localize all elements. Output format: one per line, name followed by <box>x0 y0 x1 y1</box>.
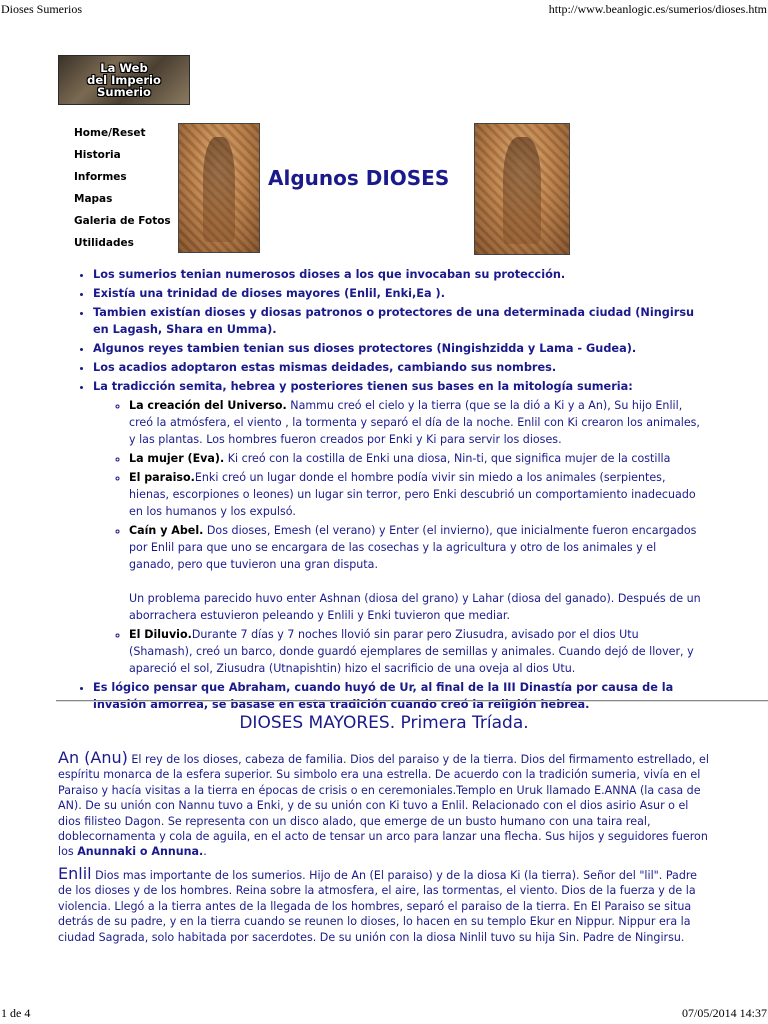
deity-name: Enlil <box>58 864 92 883</box>
list-item-text: La tradicción semita, hebrea y posteriores tienen sus bases en la mitología sumeria: <box>93 380 633 393</box>
deity-text: Dios mas importante de los sumerios. Hijo de An (El paraiso) y de la diosa Ki (la tierra). Señor del "lil". Padre de los dioses y de los hombres. Reina sobre la atmosfera, el aire, las tormentas, el viento. Dios de la fuerza y de la violencia. Llegó a la tierra antes de la llegada de los hombres, separó el paraiso de la tierra. En El Paraiso se situa detrás de su padre, y en la tierra cuando se reunen lo dioses, lo hacen en su templo Ekur en Nippur. Nippur era la ciudad Sagrada, solo habitada por sacerdotes. De su unión con la diosa Ninlil tuvo su hija Sin. Padre de Ningirsu. <box>58 869 698 944</box>
logo-line-2: del Imperio <box>87 73 161 87</box>
tradition-text-2: Un problema parecido huvo enter Ashnan (diosa del grano) y Lahar (diosa del ganado). Después de un aborrachera estuvieron peleando y Enlili y Enki tuvieron que mediar. <box>129 592 701 622</box>
nav-link-utilidades[interactable]: Utilidades <box>74 237 134 249</box>
site-logo[interactable] <box>58 55 190 105</box>
list-item: • Algunos reyes tambien tenian sus dioses protectores (Ningishzidda y Lama - Gudea). <box>93 340 703 357</box>
tradition-item-mujer <box>129 450 703 467</box>
relief-image-left <box>178 123 260 253</box>
tradition-text: Durante 7 días y 7 noches llovió sin parar pero Ziusudra, avisado por el dios Utu (Shamash), creó un barco, donde guardó ejemplares de semillas y animales. Cuando dejó de llover, y apareció el sol, Ziusudra (Utnapishtin) hizo el sacrificio de una oveja al dios Utu. <box>129 628 694 675</box>
list-item: • Tambien existían dioses y diosas patronos o protectores de una determinada ciudad (Ningirsu en Lagash, Shara en Umma). <box>93 304 703 338</box>
relief-image-right <box>474 123 570 255</box>
tradition-text: Dos dioses, Emesh (el verano) y Enter (el invierno), que inicialmente fueron encargados por Enlil para que uno se encargara de las cosechas y la agricultura y otro de los animales y el ganado, pero que tuvieron una gran disputa. <box>129 524 697 571</box>
section-divider <box>56 700 768 702</box>
list-item: • Existía una trinidad de dioses mayores (Enlil, Enki,Ea ). <box>93 285 703 302</box>
deity-text-end: . <box>203 845 207 859</box>
print-url: http://www.beanlogic.es/sumerios/dioses.htm <box>548 2 767 16</box>
nav-link-home[interactable]: Home/Reset <box>74 127 146 139</box>
deity-text: El rey de los dioses, cabeza de familia. Dios del paraiso y de la tierra. Dios del firmamento estrellado, el espíritu monarca de la esfera superior. Su simbolo era una estrella. De acuerdo con la tradición sumeria, vivía en el Paraiso y hacía visitas a la tierra en épocas de crisis o en ceremoniales.Templo en Uruk llamado E.ANNA (la casa de AN). De su unión con Nannu tuvo a Enki, y de su unión con Ki tuvo a Enlil. Relacionado con el dios asirio Asur o el dios filisteo Dagon. Se representa con un disco alado, que emerge de un busto humano con una taira real, doblecornamenta y cola de aguila, en el acto de tensar un arco para lanzar una flecha. Sus hijos y seguidores fueron los <box>58 753 709 859</box>
list-item: • Es lógico pensar que Abraham, cuando huyó de Ur, al final de la III Dinastía por causa de la invasión amorrea, se basase en esta tradición cuando creó la religión hebrea. <box>93 679 703 713</box>
tradition-item-diluvio <box>129 626 703 677</box>
print-page-number: 1 de 4 <box>1 1006 31 1020</box>
print-page-title: Dioses Sumerios <box>1 2 82 16</box>
deity-name: An (Anu) <box>58 748 128 767</box>
page-title: Algunos DIOSES <box>268 166 450 190</box>
tradition-lead: El Diluvio. <box>129 628 192 641</box>
tradition-text: Ki creó con la costilla de Enki una diosa, Nin-ti, que significa mujer de la costilla <box>224 452 671 465</box>
intro-list <box>74 266 703 715</box>
list-item: • Los acadios adoptaron estas mismas deidades, cambiando sus nombres. <box>93 359 703 376</box>
tradition-text: Enki creó un lugar donde el hombre podía vivir sin miedo a los animales (serpientes, hienas, escorpiones o leones) un lugar sin terror, pero Enki descubrió un comportamiento inadecuado en los humanos y los expulsó. <box>129 471 696 518</box>
nav-link-galeria[interactable]: Galeria de Fotos <box>74 215 171 227</box>
deity-enlil <box>58 866 710 945</box>
section-title: DIOSES MAYORES. Primera Tríada. <box>239 713 529 733</box>
logo-line-1: La Web <box>100 61 148 75</box>
nav-link-informes[interactable]: Informes <box>74 171 127 183</box>
tradition-lead: La creación del Universo. <box>129 399 287 412</box>
list-item <box>93 378 703 677</box>
nav-link-historia[interactable]: Historia <box>74 149 121 161</box>
tradition-item-paraiso <box>129 469 703 520</box>
logo-line-3: Sumerio <box>97 85 151 99</box>
side-nav <box>74 126 171 258</box>
tradition-item-creacion <box>129 397 703 448</box>
list-item: • Los sumerios tenian numerosos dioses a los que invocaban su protección. <box>93 266 703 283</box>
tradition-lead: El paraiso. <box>129 471 195 484</box>
deity-text-bold: Anunnaki o Annuna. <box>77 845 204 859</box>
nav-link-mapas[interactable]: Mapas <box>74 193 113 205</box>
deity-an <box>58 750 710 860</box>
tradition-item-cain-abel <box>129 522 703 624</box>
tradition-text: Nammu creó el cielo y la tierra (que se la dió a Ki y a An), Su hijo Enlil, creó la atmósfera, el viento , la tormenta y separó el día de la noche. Enlil con Ki crearon los animales, y las plantas. Los hombres fueron creados por Enki y Ki para servir los dioses. <box>129 399 700 446</box>
print-datetime: 07/05/2014 14:37 <box>681 1006 767 1020</box>
tradition-list <box>93 397 703 677</box>
tradition-lead: La mujer (Eva). <box>129 452 225 465</box>
tradition-lead: Caín y Abel. <box>129 524 204 537</box>
